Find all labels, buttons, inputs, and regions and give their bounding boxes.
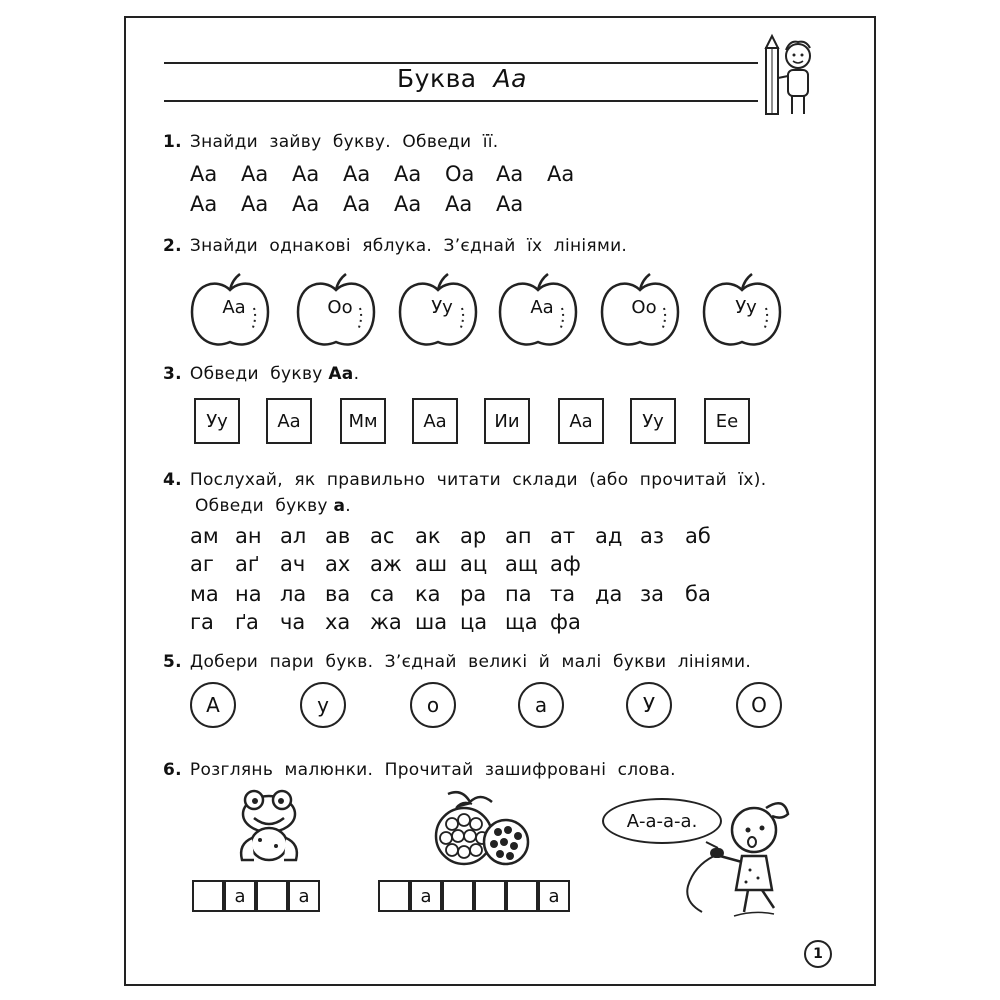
letter-box[interactable]: Аа bbox=[558, 398, 604, 444]
syllable[interactable]: ад bbox=[595, 524, 623, 548]
letter-pair[interactable]: Аа bbox=[292, 192, 320, 216]
word-1-cell[interactable] bbox=[256, 880, 288, 912]
task-5-number: 5. bbox=[163, 652, 182, 672]
syllable[interactable]: ка bbox=[415, 582, 441, 606]
letter-pair[interactable]: Аа bbox=[547, 162, 575, 186]
task-4-period: . bbox=[345, 496, 351, 516]
task-2-instruction bbox=[163, 236, 627, 256]
letter-box[interactable]: Аа bbox=[266, 398, 312, 444]
apple-label: Аа bbox=[222, 297, 246, 318]
word-2-cell[interactable] bbox=[442, 880, 474, 912]
task-3-target-letter: Аа bbox=[328, 364, 354, 384]
pencil-boy-icon bbox=[758, 34, 822, 124]
task-6-instruction bbox=[163, 760, 676, 780]
letter-pair[interactable]: Аа bbox=[394, 192, 422, 216]
letter-pair[interactable]: Аа bbox=[445, 192, 473, 216]
task-6-number: 6. bbox=[163, 760, 182, 780]
task-6-text: Розглянь малюнки. Прочитай зашифровані слова. bbox=[189, 760, 676, 780]
syllable[interactable]: ра bbox=[460, 582, 487, 606]
syllable[interactable]: ак bbox=[415, 524, 441, 548]
syllable[interactable]: ґа bbox=[235, 610, 259, 634]
word-2-cell[interactable] bbox=[378, 880, 410, 912]
letter-circle[interactable]: у bbox=[300, 682, 346, 728]
letter-circle[interactable]: У bbox=[626, 682, 672, 728]
syllable[interactable]: ща bbox=[505, 610, 538, 634]
syllable[interactable]: га bbox=[190, 610, 214, 634]
word-1-cell[interactable] bbox=[192, 880, 224, 912]
header-line-bottom bbox=[164, 100, 758, 102]
letter-pair[interactable]: Аа bbox=[343, 192, 371, 216]
task-2-text: Знайди однакові яблука. З’єднай їх лініями. bbox=[189, 236, 628, 256]
syllable[interactable]: аб bbox=[685, 524, 711, 548]
letter-box[interactable]: Уу bbox=[630, 398, 676, 444]
syllable[interactable]: ва bbox=[325, 582, 351, 606]
syllable[interactable]: ха bbox=[325, 610, 351, 634]
page-number: 1 bbox=[804, 940, 832, 968]
syllable[interactable]: аг bbox=[190, 552, 214, 576]
task-1-instruction bbox=[163, 132, 498, 152]
title-prefix: Буква bbox=[397, 64, 477, 93]
apple-label: Оо bbox=[631, 297, 657, 318]
syllable[interactable]: за bbox=[640, 582, 665, 606]
task-3-period: . bbox=[353, 364, 360, 384]
syllable[interactable]: на bbox=[235, 582, 262, 606]
word-1-cell[interactable]: а bbox=[224, 880, 256, 912]
frog-icon bbox=[230, 788, 308, 868]
task-1-text: Знайди зайву букву. Обведи її. bbox=[189, 132, 499, 152]
syllable[interactable]: аш bbox=[415, 552, 448, 576]
syllable[interactable]: аф bbox=[550, 552, 581, 576]
word-1-cell[interactable]: а bbox=[288, 880, 320, 912]
word-2-cell[interactable] bbox=[506, 880, 538, 912]
letter-pair[interactable]: Аа bbox=[496, 162, 524, 186]
task-2-number: 2. bbox=[163, 236, 182, 256]
letter-box[interactable]: Уу bbox=[194, 398, 240, 444]
syllable[interactable]: та bbox=[550, 582, 576, 606]
task-1-row-1 bbox=[190, 162, 598, 186]
letter-box[interactable]: Ее bbox=[704, 398, 750, 444]
letter-circle[interactable]: о bbox=[410, 682, 456, 728]
word-2-cell[interactable] bbox=[474, 880, 506, 912]
syllable[interactable]: да bbox=[595, 582, 623, 606]
letter-circle[interactable]: О bbox=[736, 682, 782, 728]
letter-pair[interactable]: Аа bbox=[496, 192, 524, 216]
apple-label: Уу bbox=[735, 297, 757, 318]
syllable[interactable]: ла bbox=[280, 582, 307, 606]
word-2-cell[interactable]: а bbox=[410, 880, 442, 912]
syllable[interactable]: па bbox=[505, 582, 532, 606]
speech-bubble: А-а-а-а. bbox=[602, 798, 722, 844]
syllable-row-3 bbox=[190, 582, 730, 606]
syllable[interactable]: ат bbox=[550, 524, 576, 548]
task-4-instruction bbox=[163, 470, 766, 490]
letter-pair[interactable]: Аа bbox=[292, 162, 320, 186]
syllable[interactable]: ба bbox=[685, 582, 711, 606]
syllable[interactable]: ап bbox=[505, 524, 532, 548]
task-1-row-2 bbox=[190, 192, 547, 216]
task-4-number: 4. bbox=[163, 470, 182, 490]
letter-box[interactable]: Мм bbox=[340, 398, 386, 444]
apple-label: Оо bbox=[327, 297, 353, 318]
letter-pair[interactable]: Аа bbox=[343, 162, 371, 186]
letter-box[interactable]: Ии bbox=[484, 398, 530, 444]
letter-pair[interactable]: Аа bbox=[394, 162, 422, 186]
syllable[interactable]: ач bbox=[280, 552, 306, 576]
task-3-number: 3. bbox=[163, 364, 182, 384]
task-3-instruction bbox=[163, 364, 359, 384]
letter-pair[interactable]: Аа bbox=[190, 162, 218, 186]
syllable[interactable]: ца bbox=[460, 610, 488, 634]
syllable[interactable]: ша bbox=[415, 610, 448, 634]
syllable[interactable]: аж bbox=[370, 552, 402, 576]
task-4-instruction-2 bbox=[195, 496, 351, 516]
singing-girl-icon bbox=[670, 786, 796, 926]
syllable[interactable]: аз bbox=[640, 524, 665, 548]
task-3-text: Обведи букву bbox=[189, 364, 329, 384]
syllable[interactable]: ал bbox=[280, 524, 307, 548]
syllable[interactable]: ащ bbox=[505, 552, 538, 576]
letter-pair[interactable]: Аа bbox=[190, 192, 218, 216]
syllable[interactable]: ан bbox=[235, 524, 262, 548]
letter-pair[interactable]: Аа bbox=[241, 192, 269, 216]
letter-circle[interactable]: а bbox=[518, 682, 564, 728]
syllable[interactable]: ас bbox=[370, 524, 395, 548]
syllable[interactable]: жа bbox=[370, 610, 402, 634]
syllable-row-4 bbox=[190, 610, 595, 634]
title-letter: Аа bbox=[493, 64, 527, 93]
syllable[interactable]: ар bbox=[460, 524, 487, 548]
letter-circle[interactable]: А bbox=[190, 682, 236, 728]
apple-label: Уу bbox=[431, 297, 453, 318]
syllable-row-2 bbox=[190, 552, 595, 576]
syllable[interactable]: ма bbox=[190, 582, 219, 606]
task-4-text-2: Обведи букву bbox=[195, 496, 334, 516]
task-5-text: Добери пари букв. З’єднай великі й малі букви лініями. bbox=[189, 652, 752, 672]
syllable[interactable]: ац bbox=[460, 552, 488, 576]
page-title bbox=[362, 64, 562, 93]
syllable[interactable]: са bbox=[370, 582, 395, 606]
letter-pair[interactable]: Оа bbox=[445, 162, 475, 186]
syllable[interactable]: ча bbox=[280, 610, 306, 634]
syllable[interactable]: аґ bbox=[235, 552, 259, 576]
syllable[interactable]: ам bbox=[190, 524, 219, 548]
syllable[interactable]: ах bbox=[325, 552, 351, 576]
syllable[interactable]: фа bbox=[550, 610, 581, 634]
letter-box[interactable]: Аа bbox=[412, 398, 458, 444]
raspberry-icon bbox=[428, 788, 532, 868]
task-4-target-letter: а bbox=[333, 496, 346, 516]
task-5-instruction bbox=[163, 652, 751, 672]
syllable[interactable]: ав bbox=[325, 524, 351, 548]
task-4-text: Послухай, як правильно читати склади (або прочитай їх). bbox=[189, 470, 767, 490]
syllable-row-1 bbox=[190, 524, 730, 548]
task-1-number: 1. bbox=[163, 132, 182, 152]
word-2-cell[interactable]: а bbox=[538, 880, 570, 912]
letter-pair[interactable]: Аа bbox=[241, 162, 269, 186]
apple-label: Аа bbox=[530, 297, 554, 318]
